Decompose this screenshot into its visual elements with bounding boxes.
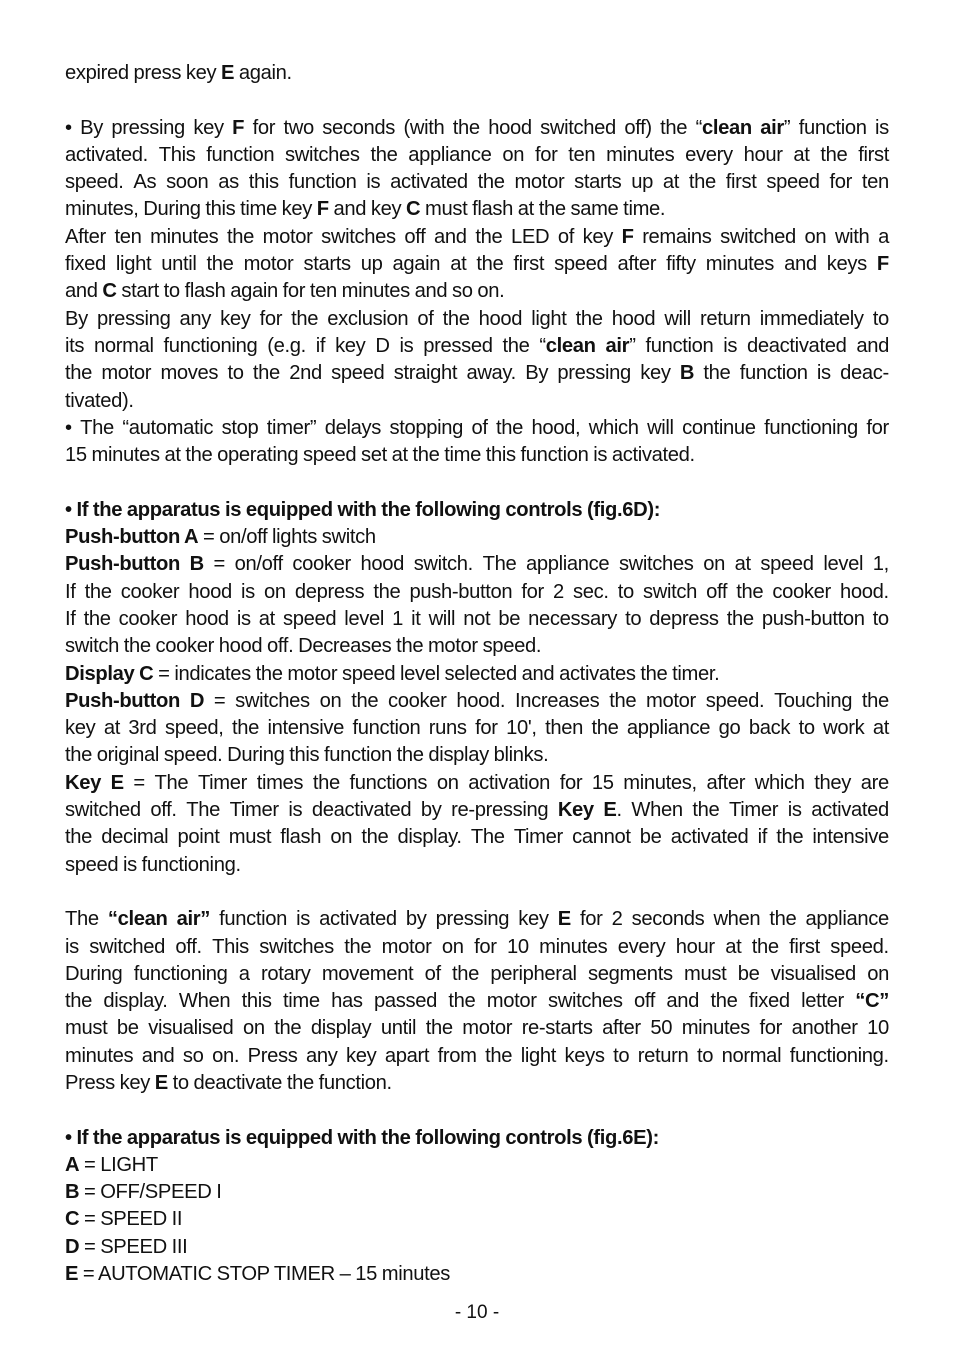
text-line: expired press key E again. (65, 62, 292, 84)
text-line: E = AUTOMATIC STOP TIMER – 15 minutes (65, 1263, 451, 1286)
text-line: Key E = The Timer times the functions on activation for 15 minutes, after which they are (65, 771, 889, 794)
text-line: activated. This function switches the appliance on for ten minutes every hour at the first (65, 143, 889, 166)
text-line: the display. When this time has passed the motor switches off and the fixed letter “C” (65, 990, 889, 1013)
text-line: switch the cooker hood off. Decreases the motor speed. (65, 635, 542, 658)
heading-controls-fig-6d (65, 497, 889, 524)
text-line: After ten minutes the motor switches off and the LED of key F remains switched on with a (65, 225, 889, 248)
text-line: key at 3rd speed, the intensive function runs for 10', then the appliance go back to work at (65, 717, 889, 740)
text-line: tivated). (65, 389, 134, 412)
document-page (65, 60, 889, 1288)
text-line: and C start to flash again for ten minutes and so on. (65, 280, 505, 303)
text-line: the motor moves to the 2nd speed straight away. By pressing key B the function is deac- (65, 362, 889, 385)
paragraph-push-button-a (65, 524, 889, 551)
text-line: If the cooker hood is on depress the push-button for 2 sec. to switch off the cooker hood. (65, 580, 889, 603)
text-line: must be visualised on the display until the motor re-starts after 50 minutes for another 10 (65, 1017, 889, 1040)
paragraph-led-key-f (65, 224, 889, 306)
text-line: • If the apparatus is equipped with the following controls (fig.6D): (65, 498, 661, 521)
text-line: 15 minutes at the operating speed set at the time this function is activated. (65, 444, 695, 467)
list-controls-fig-6e (65, 1152, 889, 1288)
text-line: speed is functioning. (65, 853, 241, 876)
text-line: • The “automatic stop timer” delays stopping of the hood, which will continue functioning for (65, 416, 889, 439)
text-line: • If the apparatus is equipped with the following controls (fig.6E): (65, 1126, 659, 1149)
paragraph-clean-air-key-f (65, 115, 889, 224)
text-line: speed. As soon as this function is activated the motor starts up at the first speed for ten (65, 171, 889, 194)
spacer (65, 1097, 889, 1124)
text-line: the decimal point must flash on the display. The Timer cannot be activated if the intensive (65, 826, 889, 849)
heading-controls-fig-6e (65, 1125, 889, 1152)
text-line: switched off. The Timer is deactivated by re-pressing Key E. When the Timer is activated (65, 799, 889, 822)
text-line: The “clean air” function is activated by pressing key E for 2 seconds when the appliance (65, 908, 889, 931)
text-line: During functioning a rotary movement of the peripheral segments must be visualised on (65, 962, 889, 985)
text-line: is switched off. This switches the motor on for 10 minutes every hour at the first speed. (65, 935, 889, 958)
text-line: • By pressing key F for two seconds (with the hood switched off) the “clean air” function is (65, 116, 889, 139)
text-line: minutes, During this time key F and key C must flash at the same time. (65, 198, 666, 221)
paragraph-push-button-d (65, 688, 889, 770)
spacer (65, 469, 889, 496)
text-line: Push-button B = on/off cooker hood switch. The appliance switches on at speed level 1, (65, 553, 889, 576)
paragraph-display-c (65, 661, 889, 688)
text-line: A = LIGHT (65, 1153, 158, 1176)
spacer (65, 87, 889, 114)
paragraph-automatic-stop-timer (65, 415, 889, 470)
text-line: minutes and so on. Press any key apart from the light keys to return to normal functioning. (65, 1044, 889, 1067)
text-line: the original speed. During this function the display blinks. (65, 744, 549, 767)
text-line: B = OFF/SPEED I (65, 1181, 222, 1204)
page-number: - 10 - (454, 1302, 500, 1323)
spacer (65, 879, 889, 906)
paragraph-push-button-b (65, 551, 889, 660)
text-line: D = SPEED III (65, 1235, 188, 1258)
paragraph-expired-key-e (65, 60, 889, 87)
text-line: Push-button A = on/off lights switch (65, 526, 376, 549)
text-line: its normal functioning (e.g. if key D is pressed the “clean air” function is deactivated and (65, 334, 889, 357)
text-line: fixed light until the motor starts up again at the first speed after fifty minutes and keys F (65, 253, 889, 276)
text-line: By pressing any key for the exclusion of the hood light the hood will return immediately to (65, 307, 889, 330)
paragraph-clean-air-key-e (65, 906, 889, 1097)
text-line: If the cooker hood is at speed level 1 it will not be necessary to depress the push-button to (65, 607, 889, 630)
paragraph-key-e-timer (65, 770, 889, 879)
text-line: Push-button D = switches on the cooker hood. Increases the motor speed. Touching the (65, 689, 889, 712)
text-line: C = SPEED II (65, 1208, 183, 1231)
paragraph-hood-light-exclusion (65, 306, 889, 415)
text-line: Display C = indicates the motor speed level selected and activates the timer. (65, 662, 720, 685)
text-line: Press key E to deactivate the function. (65, 1071, 392, 1094)
